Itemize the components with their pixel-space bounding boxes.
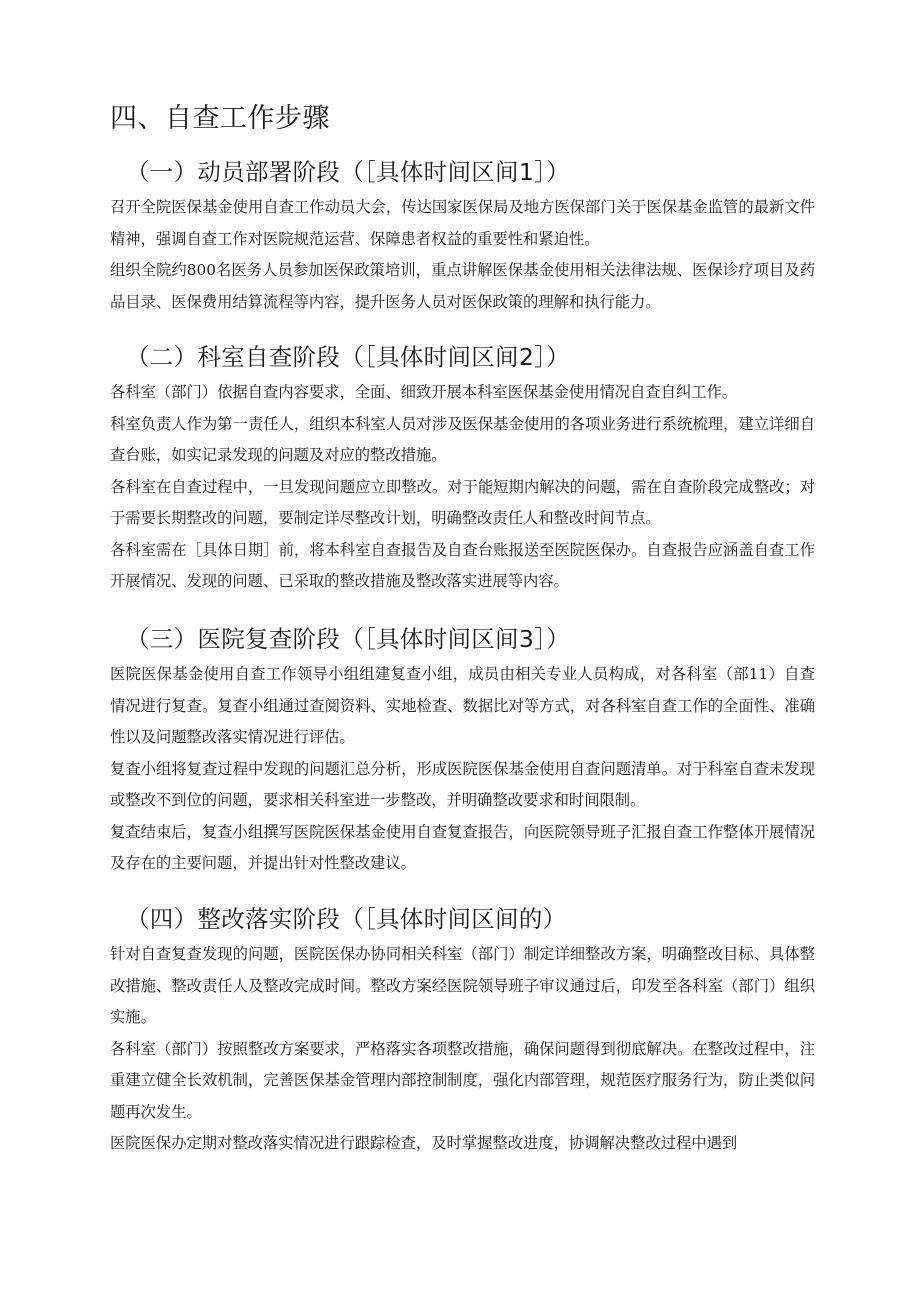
paragraph: 各科室在自查过程中，一旦发现问题应立即整改。对于能短期内解决的问题，需在自查阶段完成整改；对于需要长期整改的问题，要制定详尽整改计划，明确整改责任人和整改时间节点。	[110, 477, 815, 527]
section-title: （一）动员部署阶段（［具体时间区间1］）	[126, 158, 570, 186]
paragraph: 各科室（部门）依据自查内容要求，全面、细致开展本科室医保基金使用情况自查自纠工作。	[110, 383, 738, 401]
paragraph: 各科室需在［具体日期］前，将本科室自查报告及自查台账报送至医院医保办。自查报告应涵盖自查工作开展情况、发现的问题、已采取的整改措施及整改落实进展等内容。	[110, 540, 815, 590]
paragraph: 复查结束后，复查小组撰写医院医保基金使用自查复查报告，向医院领导班子汇报自查工作整体开展情况及存在的主要问题，并提出针对性整改建议。	[110, 822, 815, 872]
paragraph: 针对自查复查发现的问题，医院医保办协同相关科室（部门）制定详细整改方案，明确整改目标、具体整改措施、整改责任人及整改完成时间。整改方案经医院领导班子审议通过后，印发至各科室（部门）组织实施。	[110, 945, 815, 1026]
section-title: （四）整改落实阶段（［具体时间区间的）	[126, 905, 567, 933]
paragraph: 召开全院医保基金使用自查工作动员大会，传达国家医保局及地方医保部门关于医保基金监管的最新文件精神，强调自查工作对医院规范运营、保障患者权益的重要性和紧迫性。	[110, 198, 815, 248]
paragraph: 医院医保办定期对整改落实情况进行跟踪检查，及时掌握整改进度，协调解决整改过程中遇到	[110, 1134, 738, 1152]
paragraph: 科室负责人作为第一责任人，组织本科室人员对涉及医保基金使用的各项业务进行系统梳理，建立详细自查台账，如实记录发现的问题及对应的整改措施。	[110, 414, 815, 464]
section-title: （三）医院复查阶段（［具体时间区间3］）	[126, 625, 570, 653]
section-heading: 四、自查工作步骤	[110, 103, 330, 134]
section-department-selfcheck	[110, 337, 815, 598]
paragraph: 复查小组将复查过程中发现的问题汇总分析，形成医院医保基金使用自查问题清单。对于科室自查未发现或整改不到位的问题，要求相关科室进一步整改，并明确整改要求和时间限制。	[110, 759, 815, 809]
section-rectification	[110, 899, 815, 1160]
paragraph: 医院医保基金使用自查工作领导小组组建复查小组，成员由相关专业人员构成，对各科室（部11）自查情况进行复查。复查小组通过查阅资料、实地检查、数据比对等方式，对各科室自查工作的全面性、准确性以及问题整改落实情况进行评估。	[110, 665, 815, 746]
paragraph: 组织全院约800名医务人员参加医保政策培训，重点讲解医保基金使用相关法律法规、医保诊疗项目及药品目录、医保费用结算流程等内容，提升医务人员对医保政策的理解和执行能力。	[110, 261, 815, 311]
section-hospital-review	[110, 619, 815, 880]
section-title: （二）科室自查阶段（［具体时间区间2］）	[126, 343, 570, 371]
paragraph: 各科室（部门）按照整改方案要求，严格落实各项整改措施，确保问题得到彻底解决。在整改过程中，注重建立健全长效机制，完善医保基金管理内部控制制度，强化内部管理，规范医疗服务行为，防止类似问题再次发生。	[110, 1039, 815, 1121]
section-mobilization	[110, 152, 815, 318]
